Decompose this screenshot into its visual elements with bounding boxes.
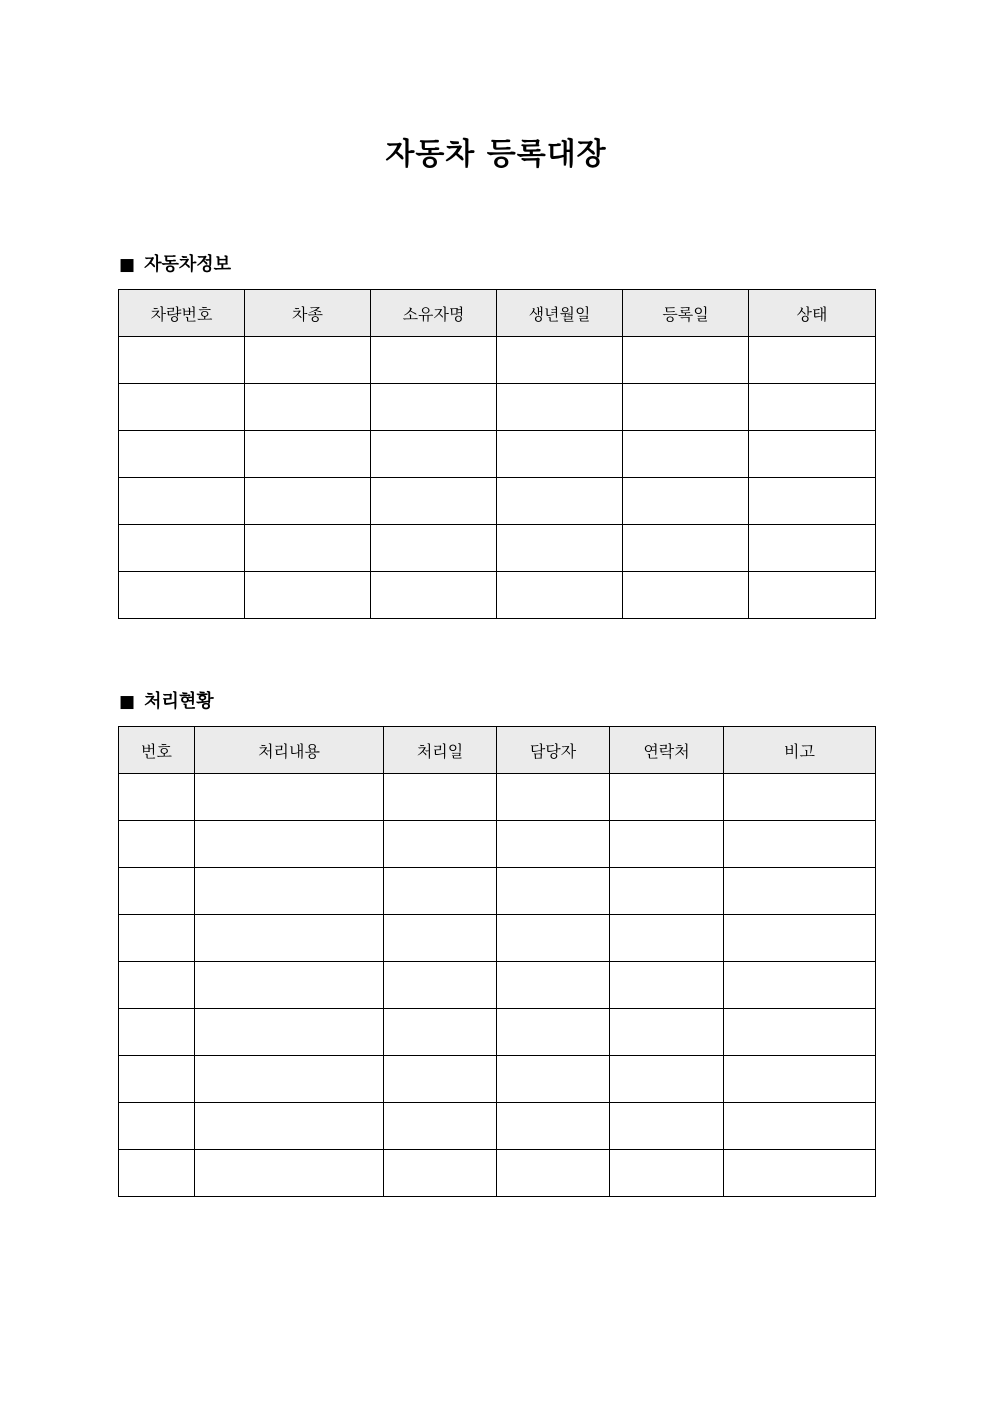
- table-cell[interactable]: [371, 525, 497, 572]
- table-cell[interactable]: [119, 774, 195, 821]
- table-cell[interactable]: [384, 868, 497, 915]
- column-header-birth-date: 생년월일: [497, 290, 623, 337]
- table-cell[interactable]: [610, 1150, 724, 1197]
- table-row: [119, 962, 876, 1009]
- table-cell[interactable]: [384, 1150, 497, 1197]
- column-header-contact: 연락처: [610, 727, 724, 774]
- vehicle-section-title: 자동차정보: [144, 254, 232, 275]
- table-cell[interactable]: [749, 431, 876, 478]
- column-header-process-details: 처리내용: [195, 727, 384, 774]
- column-header-plate-number: 차량번호: [119, 290, 245, 337]
- table-cell[interactable]: [749, 525, 876, 572]
- column-header-registration-date: 등록일: [623, 290, 749, 337]
- table-cell[interactable]: [245, 337, 371, 384]
- table-cell[interactable]: [245, 431, 371, 478]
- table-cell[interactable]: [119, 1056, 195, 1103]
- table-cell[interactable]: [497, 1103, 610, 1150]
- table-cell[interactable]: [119, 1009, 195, 1056]
- table-cell[interactable]: [724, 1009, 876, 1056]
- column-header-person-in-charge: 담당자: [497, 727, 610, 774]
- table-cell[interactable]: [749, 384, 876, 431]
- table-cell[interactable]: [610, 821, 724, 868]
- table-cell[interactable]: [371, 478, 497, 525]
- table-cell[interactable]: [195, 1009, 384, 1056]
- table-cell[interactable]: [195, 1150, 384, 1197]
- table-cell[interactable]: [195, 1056, 384, 1103]
- table-cell[interactable]: [497, 478, 623, 525]
- column-header-number: 번호: [119, 727, 195, 774]
- table-cell[interactable]: [384, 821, 497, 868]
- table-cell[interactable]: [119, 337, 245, 384]
- process-section-title: 처리현황: [144, 691, 214, 712]
- table-cell[interactable]: [119, 478, 245, 525]
- table-cell[interactable]: [610, 774, 724, 821]
- table-cell[interactable]: [119, 1103, 195, 1150]
- table-cell[interactable]: [610, 1009, 724, 1056]
- table-cell[interactable]: [497, 337, 623, 384]
- table-header-row: [119, 727, 876, 774]
- table-row: [119, 915, 876, 962]
- table-cell[interactable]: [497, 868, 610, 915]
- table-cell[interactable]: [195, 868, 384, 915]
- table-cell[interactable]: [497, 1150, 610, 1197]
- table-row: [119, 1056, 876, 1103]
- table-cell[interactable]: [371, 384, 497, 431]
- column-header-vehicle-type: 차종: [245, 290, 371, 337]
- table-cell[interactable]: [119, 821, 195, 868]
- table-cell[interactable]: [195, 1103, 384, 1150]
- table-cell[interactable]: [724, 1150, 876, 1197]
- table-row: [119, 868, 876, 915]
- table-cell[interactable]: [245, 478, 371, 525]
- table-row: [119, 572, 876, 619]
- table-cell[interactable]: [119, 868, 195, 915]
- page-title: 자동차 등록대장: [385, 137, 607, 172]
- table-cell[interactable]: [245, 384, 371, 431]
- table-cell[interactable]: [497, 821, 610, 868]
- table-cell[interactable]: [384, 1056, 497, 1103]
- table-cell[interactable]: [119, 962, 195, 1009]
- table-row: [119, 431, 876, 478]
- table-cell[interactable]: [497, 384, 623, 431]
- table-cell[interactable]: [610, 915, 724, 962]
- table-cell[interactable]: [371, 431, 497, 478]
- vehicle-info-table: [118, 289, 876, 619]
- table-cell[interactable]: [497, 774, 610, 821]
- table-cell[interactable]: [610, 962, 724, 1009]
- table-cell[interactable]: [497, 525, 623, 572]
- column-header-owner-name: 소유자명: [371, 290, 497, 337]
- table-cell[interactable]: [749, 337, 876, 384]
- table-cell[interactable]: [119, 431, 245, 478]
- table-row: [119, 1009, 876, 1056]
- table-cell[interactable]: [371, 572, 497, 619]
- table-cell[interactable]: [119, 915, 195, 962]
- table-cell[interactable]: [724, 915, 876, 962]
- table-cell[interactable]: [623, 431, 749, 478]
- table-cell[interactable]: [384, 1103, 497, 1150]
- table-cell[interactable]: [195, 962, 384, 1009]
- table-row: [119, 384, 876, 431]
- table-cell[interactable]: [497, 962, 610, 1009]
- table-row: [119, 525, 876, 572]
- table-cell[interactable]: [497, 915, 610, 962]
- table-cell[interactable]: [497, 572, 623, 619]
- table-cell[interactable]: [497, 1056, 610, 1103]
- process-status-table: [118, 726, 876, 1197]
- table-cell[interactable]: [195, 915, 384, 962]
- table-row: [119, 478, 876, 525]
- table-cell[interactable]: [749, 572, 876, 619]
- table-cell[interactable]: [497, 1009, 610, 1056]
- table-cell[interactable]: [724, 774, 876, 821]
- table-cell[interactable]: [119, 572, 245, 619]
- table-cell[interactable]: [610, 1103, 724, 1150]
- table-row: [119, 1103, 876, 1150]
- table-cell[interactable]: [371, 337, 497, 384]
- vehicle-section-heading: [119, 252, 231, 278]
- table-row: [119, 337, 876, 384]
- table-cell[interactable]: [195, 774, 384, 821]
- table-cell[interactable]: [623, 525, 749, 572]
- process-section-heading: [119, 689, 214, 715]
- table-cell[interactable]: [610, 868, 724, 915]
- table-row: [119, 774, 876, 821]
- table-cell[interactable]: [119, 525, 245, 572]
- table-cell[interactable]: [623, 337, 749, 384]
- table-header-row: [119, 290, 876, 337]
- table-cell[interactable]: [610, 1056, 724, 1103]
- table-cell[interactable]: [245, 525, 371, 572]
- table-cell[interactable]: [724, 1056, 876, 1103]
- table-cell[interactable]: [384, 962, 497, 1009]
- table-cell[interactable]: [384, 915, 497, 962]
- table-cell[interactable]: [384, 1009, 497, 1056]
- table-cell[interactable]: [119, 384, 245, 431]
- table-cell[interactable]: [724, 1103, 876, 1150]
- table-cell[interactable]: [724, 868, 876, 915]
- table-cell[interactable]: [245, 572, 371, 619]
- table-cell[interactable]: [623, 478, 749, 525]
- table-cell[interactable]: [724, 962, 876, 1009]
- column-header-status: 상태: [749, 290, 876, 337]
- column-header-process-date: 처리일: [384, 727, 497, 774]
- table-cell[interactable]: [384, 774, 497, 821]
- table-cell[interactable]: [749, 478, 876, 525]
- square-bullet-icon: ■: [119, 255, 136, 275]
- table-row: [119, 1150, 876, 1197]
- square-bullet-icon: ■: [119, 692, 136, 712]
- table-cell[interactable]: [119, 1150, 195, 1197]
- table-cell[interactable]: [195, 821, 384, 868]
- table-cell[interactable]: [724, 821, 876, 868]
- table-row: [119, 821, 876, 868]
- table-cell[interactable]: [497, 431, 623, 478]
- table-cell[interactable]: [623, 384, 749, 431]
- column-header-remarks: 비고: [724, 727, 876, 774]
- table-cell[interactable]: [623, 572, 749, 619]
